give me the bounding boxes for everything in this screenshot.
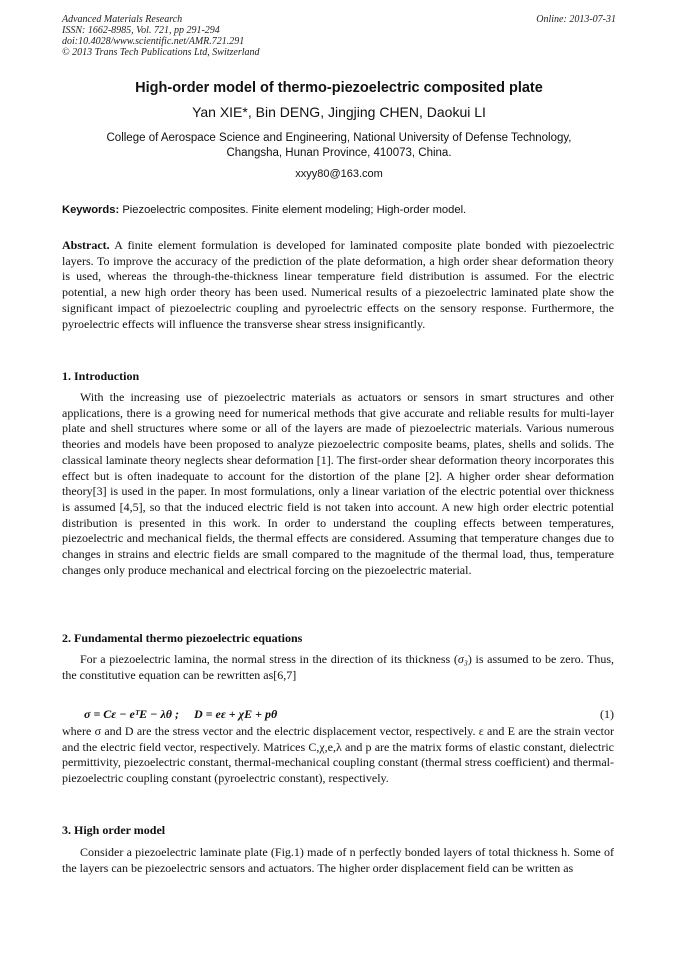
keywords-label: Keywords:	[62, 204, 120, 216]
online-date: Online: 2013-07-31	[536, 14, 616, 25]
issn-line: ISSN: 1662-8985, Vol. 721, pp 291-294	[62, 25, 220, 36]
affiliation-line-2: Changsha, Hunan Province, 410073, China.	[226, 147, 452, 159]
abstract-label: Abstract.	[62, 238, 110, 252]
affiliation-line-1: College of Aerospace Science and Engineering, National University of Defense Technology,	[106, 132, 572, 144]
abstract-text: A finite element formulation is developed for laminated composite plate bonded with piezoelectric layers. To improve the accuracy of the prediction of the plate deformation, a high order shear deformation theory is used, whereas the through-the-thickness linear temperature field distribution is assumed. For the electric potential, a new high order theory has been used. Numerical results of a piezoelectric laminated plate show the significant impact of piezoelectric coupling and pyroelectric effects on the sensory response. Furthermore, the pyroelectric effects will influence the transverse shear stress insignificantly.	[62, 238, 614, 331]
abstract	[62, 238, 614, 332]
journal-name: Advanced Materials Research	[62, 14, 183, 25]
copyright-line: © 2013 Trans Tech Publications Ltd, Switzerland	[62, 47, 260, 58]
equations-text-b: ) is assumed to be zero. Thus, the constitutive equation can be rewritten as[6,7]	[62, 652, 615, 682]
journal-header	[62, 14, 260, 58]
keywords	[62, 204, 616, 216]
author-email: xxyy80@163.com	[295, 168, 383, 180]
equation-number: (1)	[600, 707, 614, 721]
section-heading-high-order-model: 3. High order model	[62, 823, 166, 837]
section-heading-introduction: 1. Introduction	[62, 369, 140, 383]
keywords-text: Piezoelectric composites. Finite element modeling; High-order model.	[122, 204, 467, 216]
author-list: Yan XIE*, Bin DENG, Jingjing CHEN, Daokui LI	[192, 104, 486, 120]
affiliation	[62, 131, 616, 161]
equation-left: σ = Cε − eᵀE − λθ ;	[84, 707, 179, 721]
high-order-paragraph: Consider a piezoelectric laminate plate (Fig.1) made of n perfectly bonded layers of total thickness h. Some of the layers can be piezoelectric sensors and actuators. The higher order displacement field can be written as	[62, 845, 614, 875]
equation-explanation: where σ and D are the stress vector and the electric displacement vector, respectively. ε and E are the strain vector and the electric field vector, respectively. Matrices C,χ,e,λ and p are the matrix forms of elastic constant, dielectric permittivity, piezoelectric constant, thermal-mechanical coupling constant (thermal stress coefficient) and thermal-piezoelectric coupling constant (pyroelectric constant), respectively.	[62, 724, 614, 786]
introduction-paragraph: With the increasing use of piezoelectric materials as actuators or sensors in smart structures and other applications, there is a growing need for numerical methods that give accurate and reliable results for multi-layer plate and shell structures where some or all of the layers are made of piezoelectric materials. Various numerous theories and models have been proposed to analyze piezoelectric composite beams, plates, shells and solids. The classical laminate theory neglects shear deformation [1]. The first-order shear deformation theory incorporates this effect but is often inadequate to account for the distortion of the plane [2]. A higher order shear deformation theory[3] is used in the paper. In most formulations, only a linear variation of the electric potential over thickness is assumed [4,5], so that the induced electric field is not taken into account. A new high order electric potential distribution is presented in this work. In order to understand the coupling effects between temperatures, piezoelectric and mechanical fields, the thermal effects are considered. Assuming that temperature changes due to changes in strains and electric fields are small compared to the magnitude of the thermal load, thus, temperature changes only produce mechanical and electrical forcing on the piezoelectric material.	[62, 390, 614, 577]
sigma3-symbol: σ₃	[457, 652, 468, 666]
equation-right: D = eε + χE + pθ	[194, 707, 278, 721]
equations-paragraph	[62, 652, 614, 683]
equation-1	[84, 707, 277, 722]
paper-title: High-order model of thermo-piezoelectric composited plate	[135, 80, 543, 96]
equations-text-a: For a piezoelectric lamina, the normal stress in the direction of its thickness (	[80, 652, 458, 666]
doi-line: doi:10.4028/www.scientific.net/AMR.721.291	[62, 36, 245, 47]
section-heading-fundamental-equations: 2. Fundamental thermo piezoelectric equations	[62, 631, 303, 645]
